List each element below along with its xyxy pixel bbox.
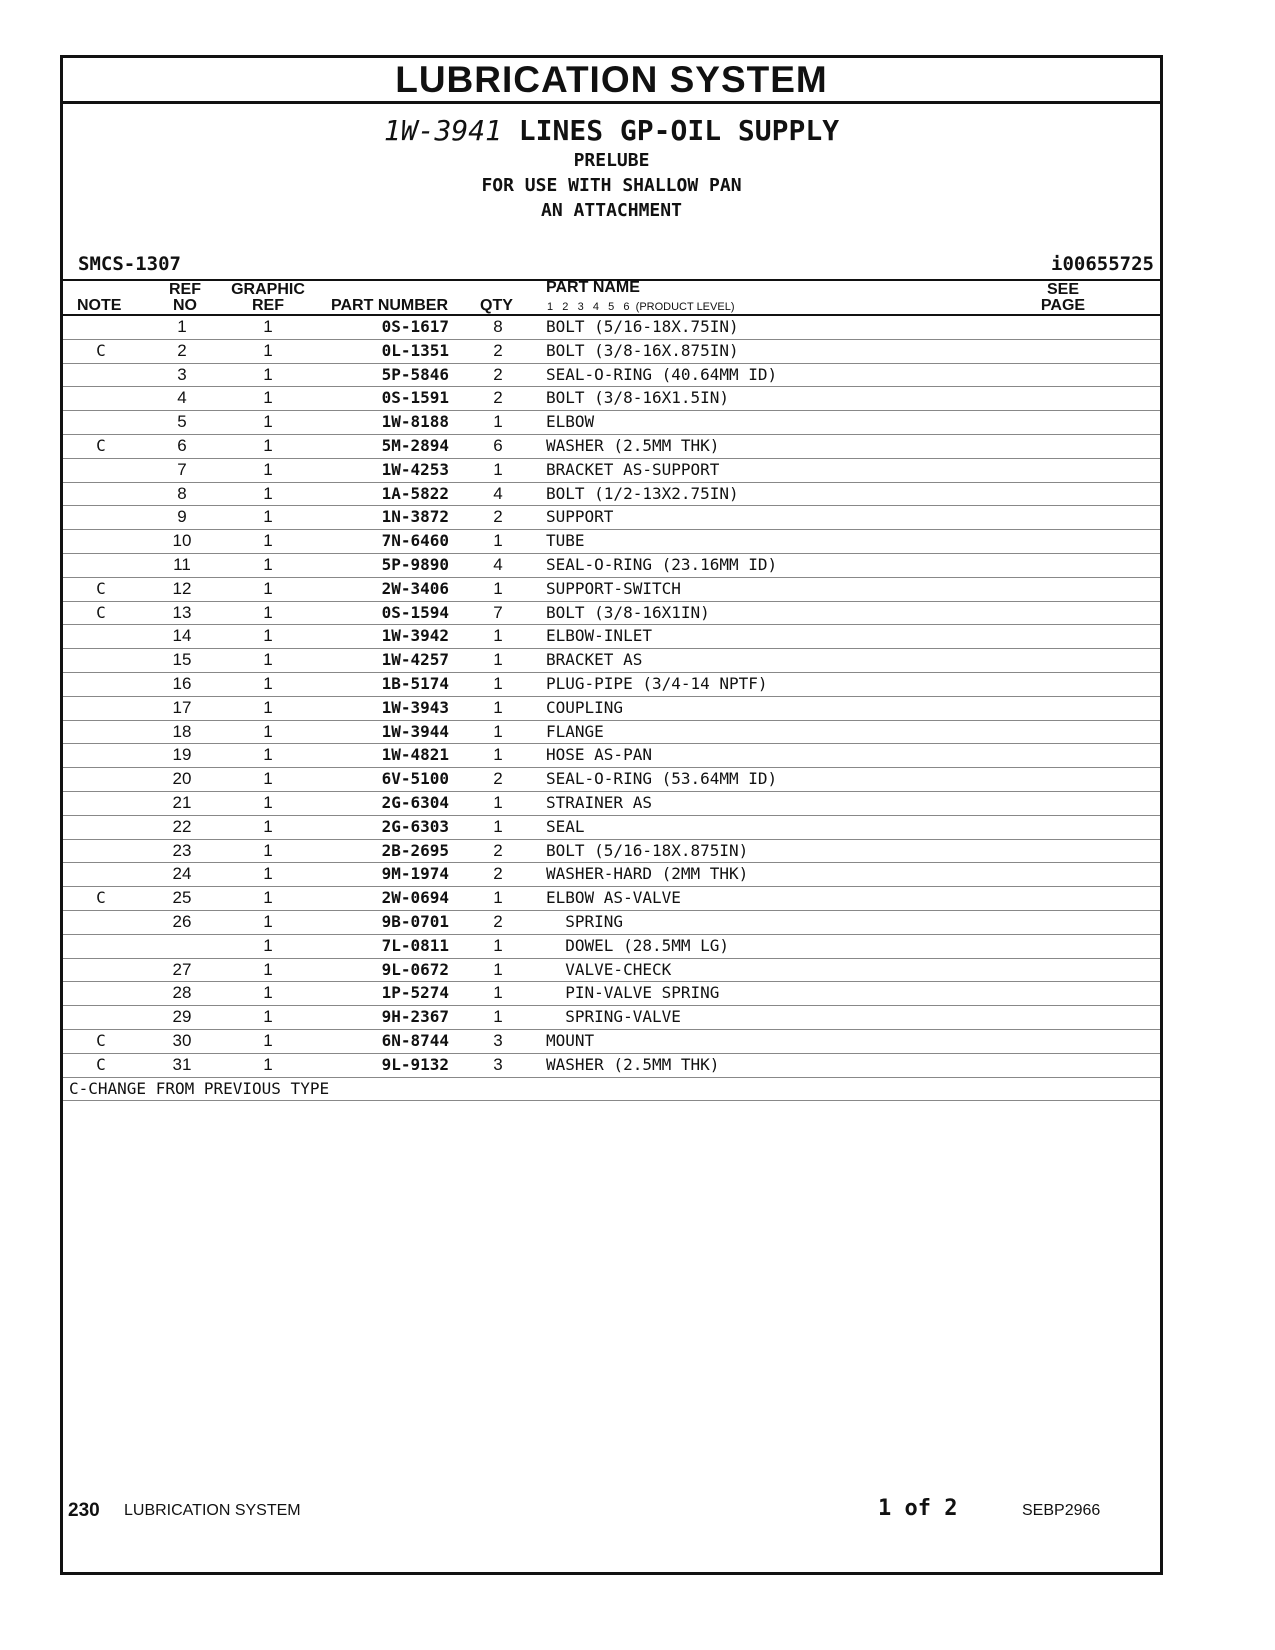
cell-note: C <box>96 888 106 908</box>
cell-part-name: WASHER (2.5MM THK) <box>546 435 720 455</box>
table-row <box>63 744 1160 768</box>
table-row <box>63 530 1160 554</box>
col-graphic-bottom: REF <box>252 297 284 314</box>
cell-part-number: 1N-3872 <box>381 507 449 527</box>
col-ref-bottom: NO <box>173 297 197 314</box>
cell-graphic-ref: 1 <box>263 840 273 860</box>
cell-qty: 1 <box>493 412 503 432</box>
cell-part-name: SEAL-O-RING (40.64MM ID) <box>546 364 778 384</box>
table-row <box>63 578 1160 602</box>
cell-graphic-ref: 1 <box>263 673 273 693</box>
cell-part-number: 0S-1617 <box>381 317 449 336</box>
cell-qty: 1 <box>493 673 503 693</box>
cell-part-number: 1W-8188 <box>381 412 449 432</box>
group-title <box>63 114 1160 148</box>
page-footer <box>0 1496 1275 1526</box>
cell-graphic-ref: 1 <box>263 412 273 432</box>
table-row <box>63 1006 1160 1030</box>
page-number: 230 <box>68 1500 100 1521</box>
subline: FOR USE WITH SHALLOW PAN <box>481 175 742 196</box>
cell-qty: 4 <box>493 554 503 574</box>
col-part-number: PART NUMBER <box>331 297 449 314</box>
cell-qty: 2 <box>493 864 503 884</box>
cell-ref-no: 6 <box>177 435 187 455</box>
cell-ref-no: 9 <box>177 507 187 527</box>
cell-ref-no: 19 <box>172 745 192 765</box>
table-row <box>63 792 1160 816</box>
cell-qty: 1 <box>493 816 503 836</box>
table-row <box>63 959 1160 983</box>
cell-ref-no: 13 <box>172 602 192 622</box>
cell-qty: 2 <box>493 364 503 384</box>
cell-note: C <box>96 340 106 360</box>
cell-part-name: TUBE <box>546 531 585 551</box>
cell-part-number: 7N-6460 <box>381 531 449 551</box>
table-row <box>63 697 1160 721</box>
cell-note: C <box>96 435 106 455</box>
cell-qty: 2 <box>493 507 503 527</box>
cell-part-number: 9L-9132 <box>381 1054 449 1074</box>
cell-part-number: 9L-0672 <box>381 959 449 979</box>
cell-ref-no: 24 <box>172 864 192 884</box>
col-see-bottom: PAGE <box>1040 297 1086 314</box>
cell-qty: 2 <box>493 911 503 931</box>
cell-ref-no: 16 <box>172 673 192 693</box>
cell-ref-no: 29 <box>172 1007 192 1027</box>
cell-part-number: 2G-6304 <box>381 792 449 812</box>
table-row <box>63 982 1160 1006</box>
cell-ref-no: 27 <box>172 959 192 979</box>
cell-note: C <box>96 578 106 598</box>
cell-part-name: BOLT (5/16-18X.875IN) <box>546 840 749 860</box>
cell-graphic-ref: 1 <box>263 626 273 646</box>
cell-part-number: 1W-4253 <box>381 459 449 479</box>
cell-graphic-ref: 1 <box>263 507 273 527</box>
parts-list-frame <box>60 55 1163 1575</box>
cell-part-name: ELBOW-INLET <box>546 626 652 646</box>
cell-graphic-ref: 1 <box>263 340 273 360</box>
cell-qty: 6 <box>493 435 503 455</box>
cell-part-number: 6N-8744 <box>381 1030 449 1050</box>
table-row <box>63 673 1160 697</box>
cell-part-name: BRACKET AS <box>546 650 643 670</box>
cell-qty: 1 <box>493 983 503 1003</box>
col-ref-top: REF <box>169 281 201 298</box>
cell-qty: 1 <box>493 792 503 812</box>
cell-ref-no: 7 <box>177 459 187 479</box>
col-qty: QTY <box>480 297 513 314</box>
table-row <box>63 816 1160 840</box>
cell-ref-no: 2 <box>177 340 187 360</box>
cell-graphic-ref: 1 <box>263 959 273 979</box>
cell-graphic-ref: 1 <box>263 1054 273 1074</box>
cell-part-number: 0S-1591 <box>381 388 449 408</box>
cell-graphic-ref: 1 <box>263 483 273 503</box>
group-description: LINES GP-OIL SUPPLY <box>518 114 840 147</box>
cell-part-name: STRAINER AS <box>546 792 652 812</box>
col-note: NOTE <box>77 297 122 314</box>
cell-part-name: BRACKET AS-SUPPORT <box>546 459 720 479</box>
cell-graphic-ref: 1 <box>263 721 273 741</box>
cell-graphic-ref: 1 <box>263 769 273 789</box>
cell-part-number: 1A-5822 <box>381 483 449 503</box>
cell-graphic-ref: 1 <box>263 364 273 384</box>
cell-part-number: 1W-3943 <box>381 697 449 717</box>
cell-ref-no: 26 <box>172 911 192 931</box>
table-row <box>63 649 1160 673</box>
cell-ref-no: 22 <box>172 816 192 836</box>
cell-graphic-ref: 1 <box>263 602 273 622</box>
cell-graphic-ref: 1 <box>263 388 273 408</box>
cell-ref-no: 4 <box>177 388 187 408</box>
cell-qty: 8 <box>493 317 503 336</box>
cell-graphic-ref: 1 <box>263 554 273 574</box>
cell-ref-no: 23 <box>172 840 192 860</box>
cell-graphic-ref: 1 <box>263 578 273 598</box>
cell-qty: 1 <box>493 1007 503 1027</box>
cell-graphic-ref: 1 <box>263 935 273 955</box>
cell-ref-no: 21 <box>172 792 192 812</box>
cell-qty: 1 <box>493 626 503 646</box>
table-row <box>63 554 1160 578</box>
table-row <box>63 459 1160 483</box>
table-row <box>63 435 1160 459</box>
cell-part-name: BOLT (5/16-18X.75IN) <box>546 317 739 336</box>
cell-ref-no: 1 <box>177 317 187 336</box>
cell-part-name: COUPLING <box>546 697 624 717</box>
cell-graphic-ref: 1 <box>263 531 273 551</box>
cell-graphic-ref: 1 <box>263 459 273 479</box>
cell-ref-no: 28 <box>172 983 192 1003</box>
cell-part-number: 6V-5100 <box>381 769 449 789</box>
cell-qty: 2 <box>493 769 503 789</box>
table-row <box>63 364 1160 388</box>
cell-part-number: 2G-6303 <box>381 816 449 836</box>
cell-qty: 1 <box>493 578 503 598</box>
section-title: LUBRICATION SYSTEM <box>63 58 1160 104</box>
cell-part-name: VALVE-CHECK <box>546 959 672 979</box>
cell-qty: 7 <box>493 602 503 622</box>
col-see-top: SEE <box>1046 281 1079 298</box>
cell-part-name: WASHER (2.5MM THK) <box>546 1054 720 1074</box>
table-row <box>63 840 1160 864</box>
cell-part-name: SEAL <box>546 816 585 836</box>
cell-part-number: 1B-5174 <box>381 673 449 693</box>
cell-graphic-ref: 1 <box>263 983 273 1003</box>
cell-part-name: MOUNT <box>546 1030 595 1050</box>
table-row <box>63 316 1160 340</box>
cell-note: C <box>96 1030 106 1050</box>
cell-part-number: 2W-3406 <box>381 578 449 598</box>
cell-qty: 3 <box>493 1054 503 1074</box>
cell-part-number: 5M-2894 <box>381 435 449 455</box>
cell-graphic-ref: 1 <box>263 911 273 931</box>
footnote: C-CHANGE FROM PREVIOUS TYPE <box>63 1078 1160 1101</box>
illustration-id: i00655725 <box>1051 253 1154 275</box>
cell-part-name: SPRING-VALVE <box>546 1007 681 1027</box>
sheet-indicator: 1 of 2 <box>878 1496 958 1521</box>
cell-graphic-ref: 1 <box>263 317 273 336</box>
smcs-code: SMCS-1307 <box>78 253 181 275</box>
cell-part-name: WASHER-HARD (2MM THK) <box>546 864 749 884</box>
cell-note: C <box>96 602 106 622</box>
cell-part-number: 2B-2695 <box>381 840 449 860</box>
cell-qty: 1 <box>493 531 503 551</box>
subline: PRELUBE <box>573 150 650 171</box>
cell-qty: 1 <box>493 721 503 741</box>
cell-part-name: SEAL-O-RING (23.16MM ID) <box>546 554 778 574</box>
cell-part-name: HOSE AS-PAN <box>546 745 652 765</box>
cell-qty: 3 <box>493 1030 503 1050</box>
cell-part-name: PIN-VALVE SPRING <box>546 983 720 1003</box>
table-row <box>63 387 1160 411</box>
document-number: SEBP2966 <box>1022 1502 1101 1519</box>
cell-part-number: 1W-4257 <box>381 650 449 670</box>
cell-ref-no: 30 <box>172 1030 192 1050</box>
col-product-level: 1 2 3 4 5 6 (PRODUCT LEVEL) <box>547 301 735 313</box>
cell-qty: 1 <box>493 650 503 670</box>
cell-ref-no: 5 <box>177 412 187 432</box>
table-row <box>63 1030 1160 1054</box>
cell-note: C <box>96 1054 106 1074</box>
group-part-number: 1W-3941 <box>383 114 502 147</box>
table-row <box>63 340 1160 364</box>
cell-part-number: 2W-0694 <box>381 888 449 908</box>
table-row <box>63 506 1160 530</box>
cell-qty: 1 <box>493 959 503 979</box>
cell-part-name: ELBOW AS-VALVE <box>546 888 681 908</box>
cell-part-number: 0S-1594 <box>381 602 449 622</box>
cell-qty: 1 <box>493 888 503 908</box>
cell-qty: 2 <box>493 388 503 408</box>
cell-ref-no: 10 <box>172 531 192 551</box>
cell-part-number: 5P-5846 <box>381 364 449 384</box>
table-row <box>63 887 1160 911</box>
cell-part-name: FLANGE <box>546 721 604 741</box>
cell-part-number: 5P-9890 <box>381 554 449 574</box>
cell-graphic-ref: 1 <box>263 816 273 836</box>
cell-ref-no: 11 <box>173 554 191 574</box>
cell-part-name: DOWEL (28.5MM LG) <box>546 935 730 955</box>
footer-section: LUBRICATION SYSTEM <box>124 1502 301 1519</box>
cell-qty: 1 <box>493 935 503 955</box>
table-row <box>63 911 1160 935</box>
cell-part-number: 9B-0701 <box>381 911 449 931</box>
table-row <box>63 625 1160 649</box>
cell-qty: 2 <box>493 340 503 360</box>
cell-qty: 1 <box>493 459 503 479</box>
table-row <box>63 768 1160 792</box>
cell-ref-no: 14 <box>172 626 192 646</box>
cell-ref-no: 18 <box>172 721 192 741</box>
cell-part-number: 7L-0811 <box>381 935 449 955</box>
cell-ref-no: 25 <box>172 888 192 908</box>
cell-part-name: SUPPORT <box>546 507 614 527</box>
cell-ref-no: 15 <box>172 650 192 670</box>
cell-part-name: SUPPORT-SWITCH <box>546 578 681 598</box>
parts-table-body <box>63 316 1160 1078</box>
cell-ref-no: 3 <box>177 364 187 384</box>
cell-part-name: SPRING <box>546 911 624 931</box>
cell-graphic-ref: 1 <box>263 745 273 765</box>
cell-part-number: 9M-1974 <box>381 864 449 884</box>
col-part-name: PART NAME <box>546 279 640 296</box>
table-row <box>63 1054 1160 1078</box>
cell-part-name: BOLT (1/2-13X2.75IN) <box>546 483 739 503</box>
cell-graphic-ref: 1 <box>263 888 273 908</box>
cell-graphic-ref: 1 <box>263 864 273 884</box>
table-row <box>63 935 1160 959</box>
cell-part-name: BOLT (3/8-16X1.5IN) <box>546 388 730 408</box>
group-sublines <box>63 148 1160 223</box>
cell-qty: 4 <box>493 483 503 503</box>
cell-qty: 2 <box>493 840 503 860</box>
table-row <box>63 863 1160 887</box>
cell-part-number: 1W-4821 <box>381 745 449 765</box>
cell-ref-no: 17 <box>172 697 192 717</box>
cell-part-name: SEAL-O-RING (53.64MM ID) <box>546 769 778 789</box>
cell-part-number: 9H-2367 <box>381 1007 449 1027</box>
cell-part-number: 1W-3942 <box>381 626 449 646</box>
cell-graphic-ref: 1 <box>263 1007 273 1027</box>
table-row <box>63 602 1160 626</box>
cell-part-name: ELBOW <box>546 412 595 432</box>
table-row <box>63 721 1160 745</box>
cell-part-name: BOLT (3/8-16X.875IN) <box>546 340 739 360</box>
cell-ref-no: 8 <box>177 483 187 503</box>
cell-part-name: BOLT (3/8-16X1IN) <box>546 602 710 622</box>
group-header <box>63 114 1160 281</box>
table-row <box>63 483 1160 507</box>
cell-ref-no: 12 <box>172 578 192 598</box>
cell-ref-no: 20 <box>172 769 192 789</box>
column-headers <box>63 281 1160 316</box>
cell-qty: 1 <box>493 745 503 765</box>
table-row <box>63 411 1160 435</box>
cell-part-number: 0L-1351 <box>381 340 449 360</box>
cell-part-number: 1P-5274 <box>381 983 449 1003</box>
subline: AN ATTACHMENT <box>541 200 682 221</box>
cell-ref-no: 31 <box>172 1054 192 1074</box>
cell-graphic-ref: 1 <box>263 697 273 717</box>
cell-graphic-ref: 1 <box>263 650 273 670</box>
cell-graphic-ref: 1 <box>263 1030 273 1050</box>
cell-graphic-ref: 1 <box>263 792 273 812</box>
cell-part-name: PLUG-PIPE (3/4-14 NPTF) <box>546 673 768 693</box>
cell-part-number: 1W-3944 <box>381 721 449 741</box>
cell-qty: 1 <box>493 697 503 717</box>
col-graphic-top: GRAPHIC <box>231 281 305 298</box>
cell-graphic-ref: 1 <box>263 435 273 455</box>
